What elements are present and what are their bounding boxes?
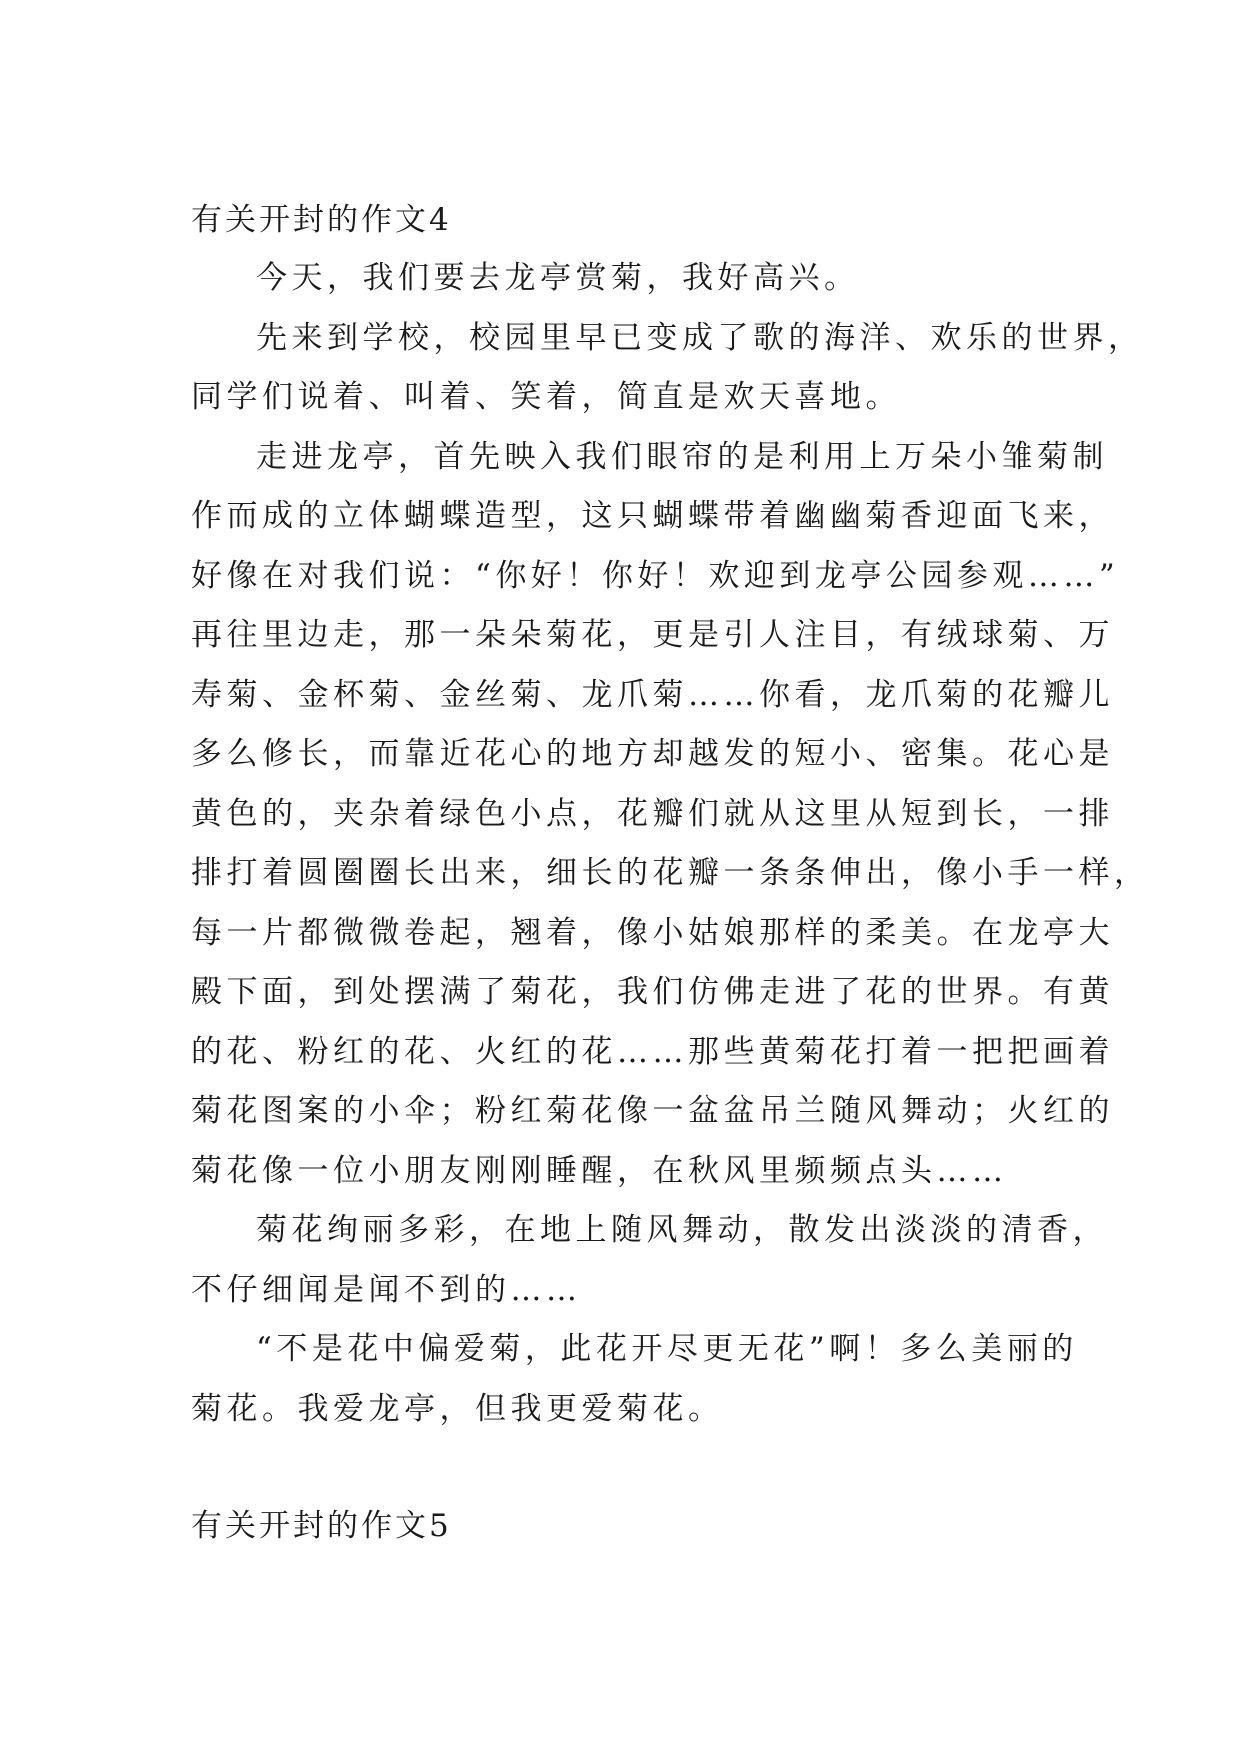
- paragraph-3-line-11: 的花、粉红的花、火红的花……那些黄菊花打着一把把画着: [191, 1034, 1114, 1070]
- paragraph-3-line-1: 走进龙亭，首先映入我们眼帘的是利用上万朵小雏菊制: [256, 439, 1108, 475]
- paragraph-3-line-6: 多么修长，而靠近花心的地方却越发的短小、密集。花心是: [191, 736, 1114, 772]
- paragraph-3-line-3: 好像在对我们说：“你好！你好！欢迎到龙亭公园参观……”: [191, 558, 1120, 594]
- paragraph-3-line-8: 排打着圆圈圈长出来，细长的花瓣一条条伸出，像小手一样，: [191, 855, 1150, 891]
- paragraph-3-line-10: 殿下面，到处摆满了菊花，我们仿佛走进了花的世界。有黄: [191, 974, 1114, 1010]
- paragraph-4-line-1: 菊花绚丽多彩，在地上随风舞动，散发出淡淡的清香，: [256, 1212, 1108, 1248]
- paragraph-1-line-1: 今天，我们要去龙亭赏菊，我好高兴。: [256, 260, 860, 296]
- paragraph-3-line-2: 作而成的立体蝴蝶造型，这只蝴蝶带着幽幽菊香迎面飞来，: [191, 498, 1114, 534]
- essay-5-title: 有关开封的作文5: [191, 1508, 452, 1544]
- paragraph-2-line-2: 同学们说着、叫着、笑着，简直是欢天喜地。: [191, 379, 901, 415]
- essay-4-title: 有关开封的作文4: [191, 202, 452, 238]
- paragraph-3-line-9: 每一片都微微卷起，翘着，像小姑娘那样的柔美。在龙亭大: [191, 915, 1114, 951]
- paragraph-3-line-7: 黄色的，夹杂着绿色小点，花瓣们就从这里从短到长，一排: [191, 796, 1114, 832]
- paragraph-3-line-5: 寿菊、金杯菊、金丝菊、龙爪菊……你看，龙爪菊的花瓣儿: [191, 677, 1114, 713]
- paragraph-4-line-2: 不仔细闻是闻不到的……: [191, 1272, 582, 1308]
- paragraph-5-line-2: 菊花。我爱龙亭，但我更爱菊花。: [191, 1391, 724, 1427]
- paragraph-3-line-4: 再往里边走，那一朵朵菊花，更是引人注目，有绒球菊、万: [191, 617, 1114, 653]
- paragraph-3-line-12: 菊花图案的小伞；粉红菊花像一盆盆吊兰随风舞动；火红的: [191, 1093, 1114, 1129]
- paragraph-2-line-1: 先来到学校，校园里早已变成了歌的海洋、欢乐的世界，: [256, 320, 1144, 356]
- paragraph-3-line-13: 菊花像一位小朋友刚刚睡醒，在秋风里频频点头……: [191, 1153, 1008, 1189]
- paragraph-5-line-1: “不是花中偏爱菊，此花开尽更无花”啊！多么美丽的: [256, 1331, 1078, 1367]
